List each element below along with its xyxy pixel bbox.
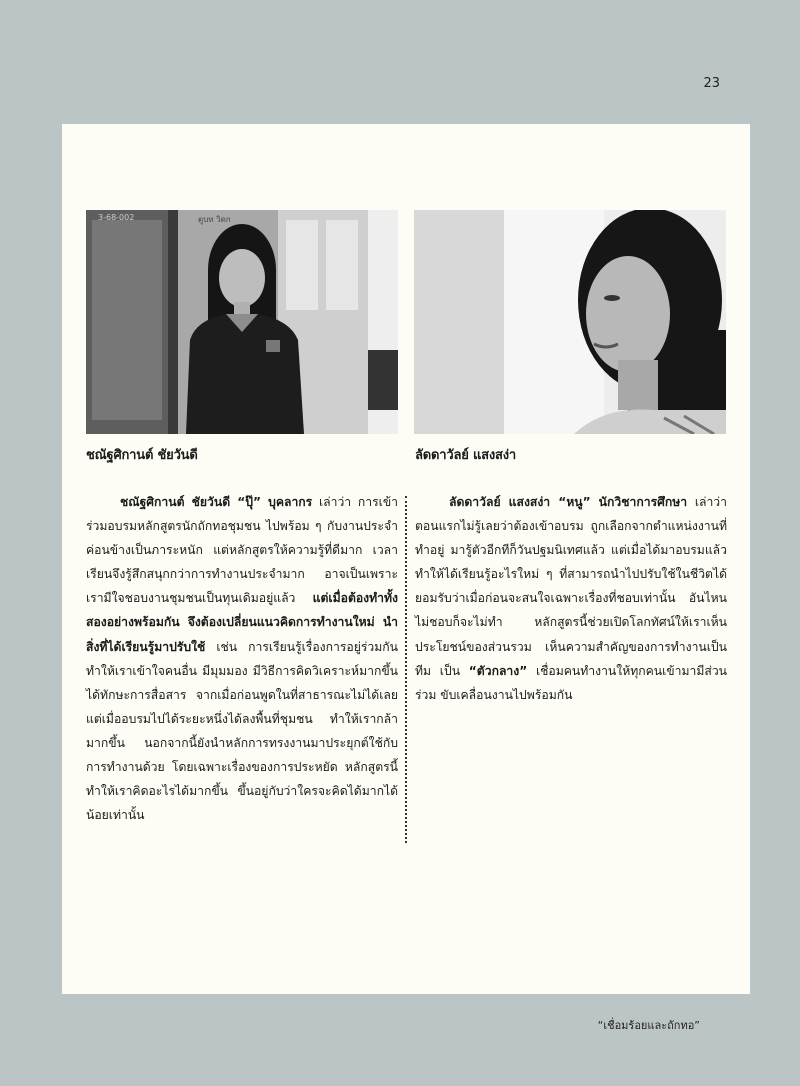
article-right-text-2: เชื่อมคนทำงานให้ทุกคนเข้ามามีส่วนร่วม ขับเคลื่อนงานไปพร้อมกัน [415,663,727,702]
article-left-lead: ชณัฐศิกานต์ ชัยวันดี “ปุ๊” บุคลากร [120,495,313,509]
content-panel [62,124,750,994]
article-left-text-2: เช่น การเรียนรู้เรื่องการอยู่ร่วมกัน ทำให้เราเข้าใจคนอื่น มีมุมมอง มีวิธีการคิดวิเคราะห์มากขึ้น ได้ทักษะการสื่อสาร จากเมื่อก่อนพูดในที่สาธารณะไม่ได้เลย แต่เมื่ออบรมไปได้ระยะหนึ่งได้ลงพื้นที่ชุมชน ทำให้เรากล้ามากขึ้น นอกจากนี้ยังนำหลักการทรงงานมาประยุกต์ใช้กับการทำงานด้วย โดยเฉพาะเรื่องของการประหยัด หลักสูตรนี้ทำให้เราคิดอะไรได้มากขึ้น ขึ้นอยู่กับว่าใครจะคิดได้มากได้น้อยเท่านั้น [86,639,398,823]
article-right-bold-2: “ตัวกลาง” [468,663,528,678]
article-left-paragraph [86,490,398,827]
caption-left: ชณัฐศิกานต์ ชัยวันดี [86,448,198,463]
svg-text:ตูบท วิดก: ตูบท วิดก [198,215,231,224]
article-right-lead: ลัดดาวัลย์ แสงสง่า “หนู” นักวิชาการศึกษา [449,495,688,509]
page-number: 23 [703,76,720,91]
svg-text:3-68-002: 3-68-002 [98,213,135,222]
portrait-photo-left [86,210,398,434]
article-left [86,490,398,827]
article-left-text-1: เล่าว่า การเข้าร่วมอบรมหลักสูตรนักถักทอชุมชน ไปพร้อม ๆ กับงานประจำค่อนข้างเป็นภาระหนัก แต่หลักสูตรให้ความรู้ที่ดีมาก เวลาเรียนจึงรู้สึกสนุกกว่าการทำงานประจำมาก อาจเป็นเพราะเรามีใจชอบงานชุมชนเป็นทุนเดิมอยู่แล้ว [86,495,398,606]
caption-right: ลัดดาวัลย์ แสงสง่า [415,448,517,463]
article-right-paragraph [415,490,727,707]
footer-title: “เชื่อมร้อยและถักทอ” [597,1019,700,1032]
article-left-bold-2: แต่เมื่อต้องทำทั้งสองอย่างพร้อมกัน จึงต้องเปลี่ยนแนวคิดการทำงานใหม่ นำสิ่งที่ได้เรียนรู้มาปรับใช้ [86,591,398,654]
article-right [415,490,727,707]
portrait-photo-right [414,210,726,434]
article-right-text-1: เล่าว่า ตอนแรกไม่รู้เลยว่าต้องเข้าอบรม ถูกเลือกจากตำแหน่งงานที่ทำอยู่ มารู้ตัวอีกทีก็วันปฐมนิเทศแล้ว แต่เมื่อได้มาอบรมแล้ว ทำให้ได้เรียนรู้อะไรใหม่ ๆ ที่สามารถนำไปปรับใช้ในชีวิตได้ ยอมรับว่าเมื่อก่อนจะสนใจเฉพาะเรื่องที่ชอบเท่านั้น อันไหนไม่ชอบก็จะไม่ทำ หลักสูตรนี้ช่วยเปิดโลกทัศน์ให้เราเห็นประโยชน์ของส่วนรวม เห็นความสำคัญของการทำงานเป็นทีม เป็น [415,495,727,678]
column-divider [405,496,407,843]
